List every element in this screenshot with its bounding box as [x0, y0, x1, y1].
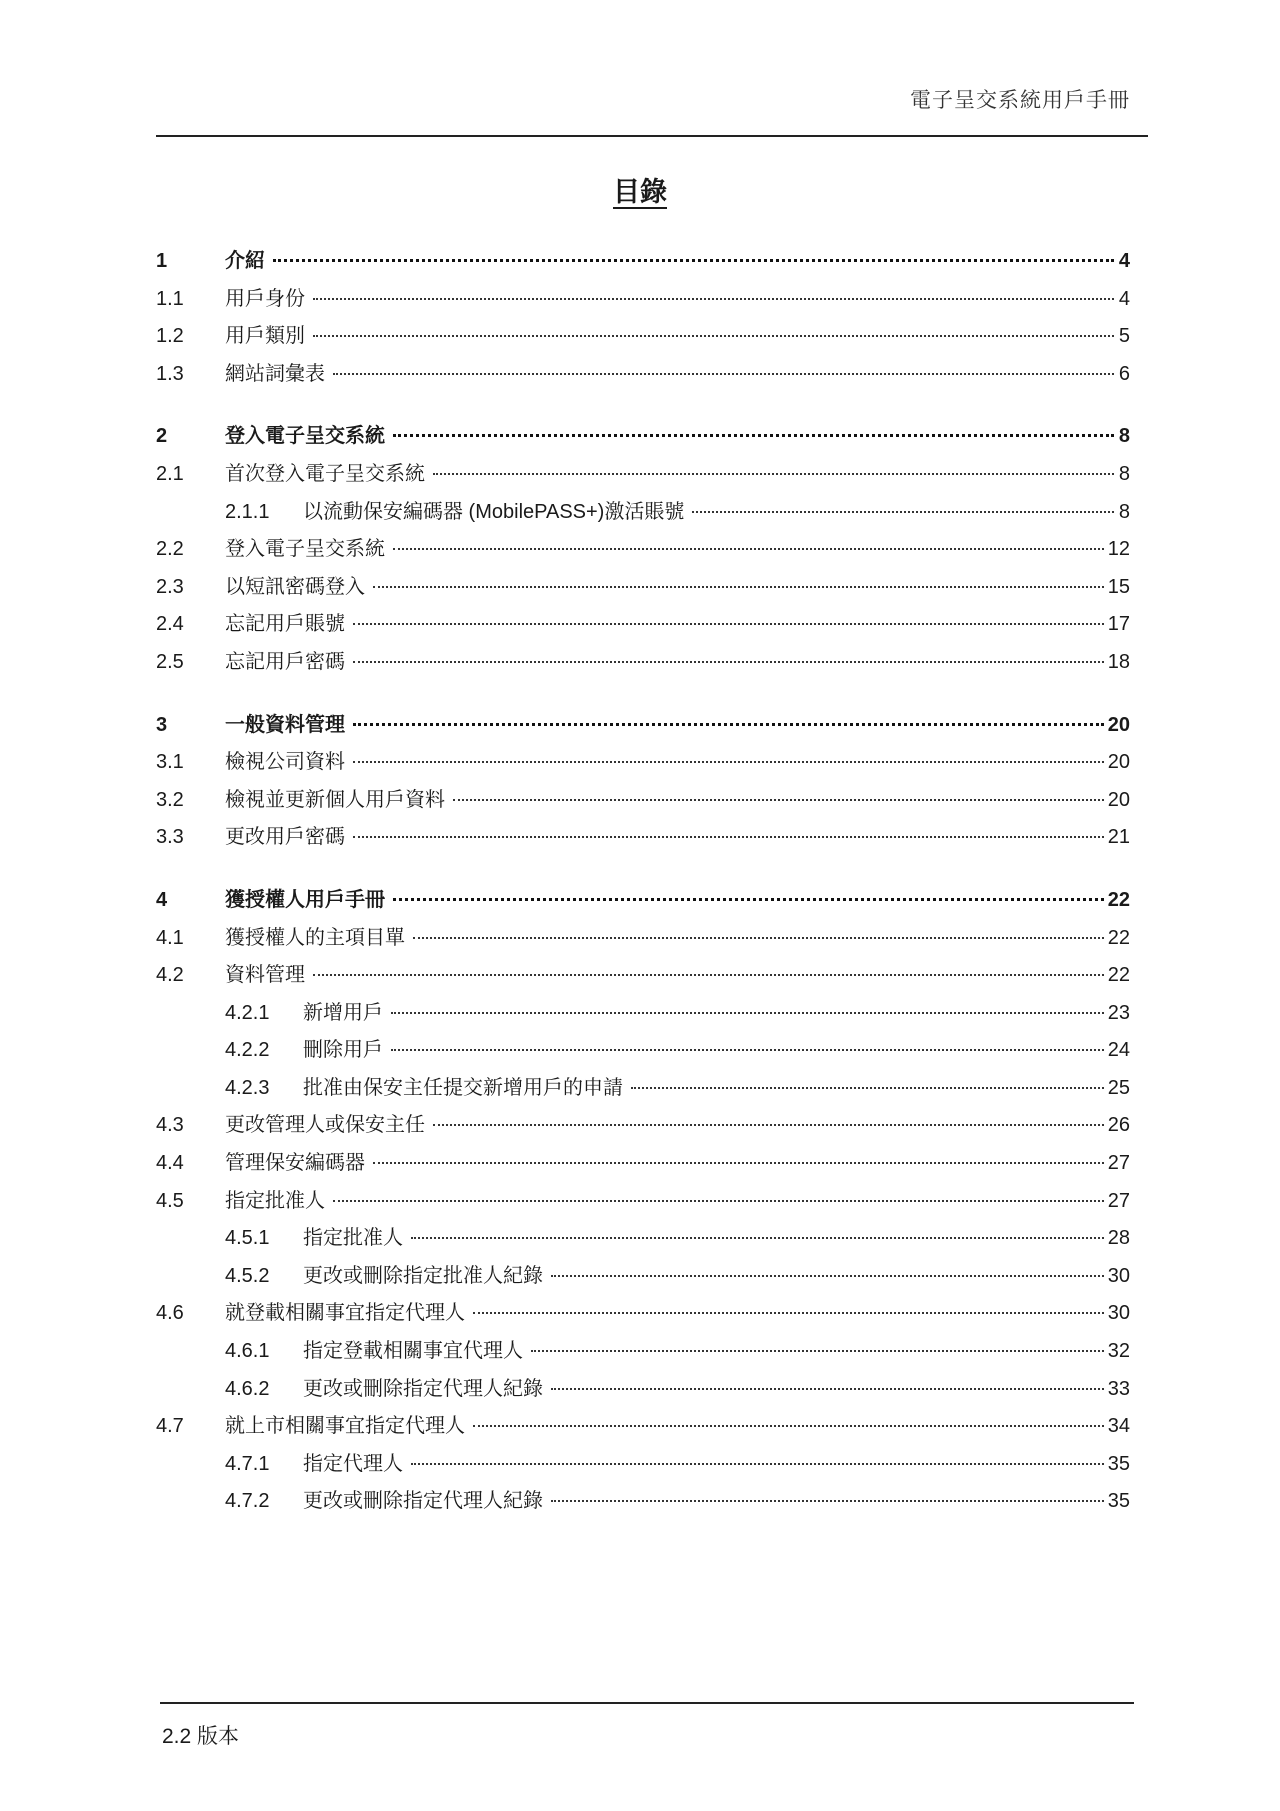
toc-entry-number: 2.3 — [156, 575, 184, 598]
toc-entry-number: 3.2 — [156, 788, 184, 811]
toc-entry-title: 指定批准人 — [303, 1227, 403, 1250]
toc-entry-number: 4.7.1 — [225, 1452, 270, 1475]
toc-entry-title: 指定批准人 — [225, 1189, 325, 1212]
toc-dot-leader — [373, 1162, 1104, 1164]
toc-entry[interactable] — [156, 819, 1130, 857]
toc-dot-leader — [473, 1425, 1104, 1427]
version-label: 2.2 版本 — [162, 1725, 240, 1748]
toc-entry-number: 4.6.2 — [225, 1377, 270, 1400]
toc-dot-leader — [411, 1463, 1104, 1465]
toc-entry-page: 8 — [1118, 425, 1130, 448]
toc-entry-page: 27 — [1107, 1152, 1130, 1175]
toc-entry-number: 2.1.1 — [225, 500, 270, 523]
toc-dot-leader — [393, 434, 1114, 437]
toc-entry-page: 21 — [1107, 826, 1130, 849]
toc-dot-leader — [353, 661, 1104, 663]
toc-entry-number: 4.2.3 — [225, 1076, 270, 1099]
toc-entry-title: 介紹 — [225, 250, 265, 272]
toc-entry-number: 1.2 — [156, 325, 184, 348]
toc-dot-leader — [473, 1312, 1104, 1314]
toc-entry-number: 4.6.1 — [225, 1340, 270, 1363]
toc-entry[interactable] — [156, 1371, 1130, 1409]
toc-entry-title: 更改管理人或保安主任 — [225, 1114, 425, 1137]
toc-entry[interactable] — [156, 456, 1130, 494]
toc-entry-number: 1.3 — [156, 362, 184, 385]
toc-entry[interactable] — [156, 1333, 1130, 1371]
toc-dot-leader — [393, 898, 1104, 901]
toc-entry[interactable] — [156, 1032, 1130, 1070]
toc-dot-leader — [631, 1087, 1104, 1089]
toc-dot-leader — [692, 511, 1114, 513]
toc-dot-leader — [313, 298, 1114, 300]
toc-dot-leader — [531, 1350, 1104, 1352]
toc-entry[interactable] — [156, 281, 1130, 319]
toc-entry-title: 一般資料管理 — [225, 713, 345, 736]
toc-entry-title: 就登載相關事宜指定代理人 — [225, 1302, 465, 1325]
toc-entry-title: 指定代理人 — [303, 1452, 403, 1475]
toc-entry-title: 新增用戶 — [303, 1001, 383, 1024]
toc-entry[interactable] — [156, 356, 1130, 394]
toc-entry-number: 4.7 — [156, 1415, 184, 1438]
toc-entry[interactable] — [156, 531, 1130, 569]
toc-entry-title: 以流動保安編碼器 (MobilePASS+)激活賬號 — [303, 500, 685, 523]
toc-entry-number: 4.2.1 — [225, 1001, 270, 1024]
toc-entry[interactable] — [156, 1070, 1130, 1108]
toc-entry-number: 4.1 — [156, 926, 184, 949]
toc-entry-page: 32 — [1107, 1340, 1130, 1363]
page-header — [156, 0, 1148, 137]
toc-entry[interactable] — [156, 782, 1130, 820]
toc-entry-page: 4 — [1118, 250, 1130, 272]
toc-dot-leader — [313, 974, 1104, 976]
toc-entry[interactable] — [156, 1446, 1130, 1484]
toc-dot-leader — [353, 836, 1104, 838]
toc-dot-leader — [333, 373, 1114, 375]
toc-entry-number: 4.7.2 — [225, 1490, 270, 1513]
toc-entry-page: 6 — [1118, 362, 1130, 385]
toc-entry[interactable] — [156, 644, 1130, 682]
toc-entry-page: 30 — [1107, 1302, 1130, 1325]
toc-dot-leader — [411, 1237, 1104, 1239]
toc-entry-number: 4.3 — [156, 1114, 184, 1137]
toc-entry-page: 20 — [1107, 751, 1130, 774]
toc-entry-page: 33 — [1107, 1377, 1130, 1400]
toc-entry[interactable] — [156, 707, 1130, 745]
toc-entry[interactable] — [156, 1295, 1130, 1333]
toc-entry-title: 刪除用戶 — [303, 1039, 383, 1062]
toc-entry-title: 獲授權人用戶手冊 — [225, 888, 385, 911]
toc-entry-number: 4.2 — [156, 964, 184, 987]
toc-entry-title: 檢視並更新個人用戶資料 — [225, 788, 445, 811]
toc-entry-number: 4 — [156, 888, 168, 911]
toc-title-text: 目錄 — [613, 177, 667, 207]
toc-entry[interactable] — [156, 744, 1130, 782]
toc-entry-title: 用戶身份 — [225, 287, 305, 310]
document-title: 電子呈交系統用戶手冊 — [910, 89, 1130, 112]
toc-entry[interactable] — [156, 882, 1130, 920]
toc-entry-title: 以短訊密碼登入 — [225, 575, 365, 598]
toc-entry-page: 26 — [1107, 1114, 1130, 1137]
toc-entry[interactable] — [156, 1483, 1130, 1521]
toc-entry-title: 更改用戶密碼 — [225, 826, 345, 849]
toc-dot-leader — [551, 1275, 1104, 1277]
toc-entry-page: 34 — [1107, 1415, 1130, 1438]
toc-entry-number: 1 — [156, 250, 168, 272]
toc-entry-number: 2.4 — [156, 613, 184, 636]
toc-entry-page: 23 — [1107, 1001, 1130, 1024]
toc-dot-leader — [373, 586, 1104, 588]
toc-entry-title: 忘記用戶賬號 — [225, 613, 345, 636]
toc-entry-title: 用戶類別 — [225, 325, 305, 348]
toc-dot-leader — [391, 1012, 1104, 1014]
toc-entry[interactable] — [156, 1145, 1130, 1183]
toc-entry-page: 17 — [1107, 613, 1130, 636]
toc-entry-number: 2.5 — [156, 650, 184, 673]
toc-entry-number: 4.4 — [156, 1152, 184, 1175]
toc-entry[interactable] — [156, 243, 1130, 281]
toc-dot-leader — [453, 799, 1104, 801]
toc-entry-page: 5 — [1118, 325, 1130, 348]
toc-entry[interactable] — [156, 920, 1130, 958]
toc-entry-number: 3 — [156, 713, 168, 736]
toc-dot-leader — [353, 723, 1104, 726]
toc-entry-page: 35 — [1107, 1490, 1130, 1513]
toc-entry[interactable] — [156, 1183, 1130, 1221]
toc-entry[interactable] — [156, 1107, 1130, 1145]
toc-entry-number: 4.5 — [156, 1189, 184, 1212]
toc-dot-leader — [551, 1388, 1104, 1390]
toc-entry-title: 登入電子呈交系統 — [225, 538, 385, 561]
toc-entry[interactable] — [156, 1220, 1130, 1258]
toc-entry-number: 4.5.1 — [225, 1227, 270, 1250]
toc-entry[interactable] — [156, 569, 1130, 607]
toc-dot-leader — [551, 1500, 1104, 1502]
toc-entry-title: 管理保安編碼器 — [225, 1152, 365, 1175]
toc-entry-number: 2 — [156, 425, 168, 448]
toc-dot-leader — [273, 259, 1114, 262]
toc-entry-title: 指定登載相關事宜代理人 — [303, 1340, 523, 1363]
toc-entry-page: 30 — [1107, 1264, 1130, 1287]
toc-entry-title: 就上市相關事宜指定代理人 — [225, 1415, 465, 1438]
toc-entry-title: 忘記用戶密碼 — [225, 650, 345, 673]
toc-entry-page: 8 — [1118, 462, 1130, 485]
toc-entry-number: 3.1 — [156, 751, 184, 774]
toc-dot-leader — [353, 761, 1104, 763]
toc-title — [0, 170, 1280, 209]
toc-dot-leader — [393, 548, 1104, 550]
toc-entry-page: 22 — [1107, 964, 1130, 987]
toc-entry-title: 網站詞彙表 — [225, 362, 325, 385]
toc-entry-number: 3.3 — [156, 826, 184, 849]
toc-entry-title: 登入電子呈交系統 — [225, 425, 385, 448]
toc-dot-leader — [353, 623, 1104, 625]
toc-entry-page: 22 — [1107, 888, 1130, 911]
toc-entry-page: 20 — [1107, 788, 1130, 811]
toc-entry-page: 27 — [1107, 1189, 1130, 1212]
toc-entry-title: 檢視公司資料 — [225, 751, 345, 774]
toc-entry-title: 更改或刪除指定代理人紀錄 — [303, 1377, 543, 1400]
toc-dot-leader — [333, 1200, 1104, 1202]
toc-entry-number: 2.2 — [156, 538, 184, 561]
toc-entry[interactable] — [156, 418, 1130, 456]
toc-entry-number: 4.2.2 — [225, 1039, 270, 1062]
toc-entry-title: 批准由保安主任提交新增用戶的申請 — [303, 1076, 623, 1099]
toc-dot-leader — [391, 1049, 1104, 1051]
toc-entry[interactable] — [156, 318, 1130, 356]
toc-entry[interactable] — [156, 494, 1130, 532]
toc-entry-page: 22 — [1107, 926, 1130, 949]
toc-entry-page: 35 — [1107, 1452, 1130, 1475]
toc-entry[interactable] — [156, 995, 1130, 1033]
toc-dot-leader — [433, 473, 1114, 475]
toc-entry-number: 4.5.2 — [225, 1264, 270, 1287]
toc-entry-number: 2.1 — [156, 462, 184, 485]
toc-entry-page: 25 — [1107, 1076, 1130, 1099]
toc-entry-page: 8 — [1118, 500, 1130, 523]
toc-entry-page: 4 — [1118, 287, 1130, 310]
toc-entry-number: 1.1 — [156, 287, 184, 310]
toc-entry[interactable] — [156, 1408, 1130, 1446]
toc-entry-page: 18 — [1107, 650, 1130, 673]
toc-entry-page: 20 — [1107, 713, 1130, 736]
toc-entry-title: 更改或刪除指定批准人紀錄 — [303, 1264, 543, 1287]
toc-entry-number: 4.6 — [156, 1302, 184, 1325]
toc-dot-leader — [313, 335, 1114, 337]
toc-entry-title: 獲授權人的主項目單 — [225, 926, 405, 949]
toc-dot-leader — [433, 1124, 1104, 1126]
toc-entry-page: 24 — [1107, 1039, 1130, 1062]
toc-entry-title: 首次登入電子呈交系統 — [225, 462, 425, 485]
toc-entry-page: 15 — [1107, 575, 1130, 598]
toc-entry[interactable] — [156, 1258, 1130, 1296]
page-footer — [160, 1702, 1134, 1748]
toc-entry[interactable] — [156, 606, 1130, 644]
toc-entry-page: 12 — [1107, 538, 1130, 561]
toc-entry-title: 資料管理 — [225, 964, 305, 987]
toc-entry-title: 更改或刪除指定代理人紀錄 — [303, 1490, 543, 1513]
toc-entry-page: 28 — [1107, 1227, 1130, 1250]
toc-dot-leader — [413, 937, 1104, 939]
toc-entry[interactable] — [156, 957, 1130, 995]
table-of-contents — [156, 243, 1130, 1521]
